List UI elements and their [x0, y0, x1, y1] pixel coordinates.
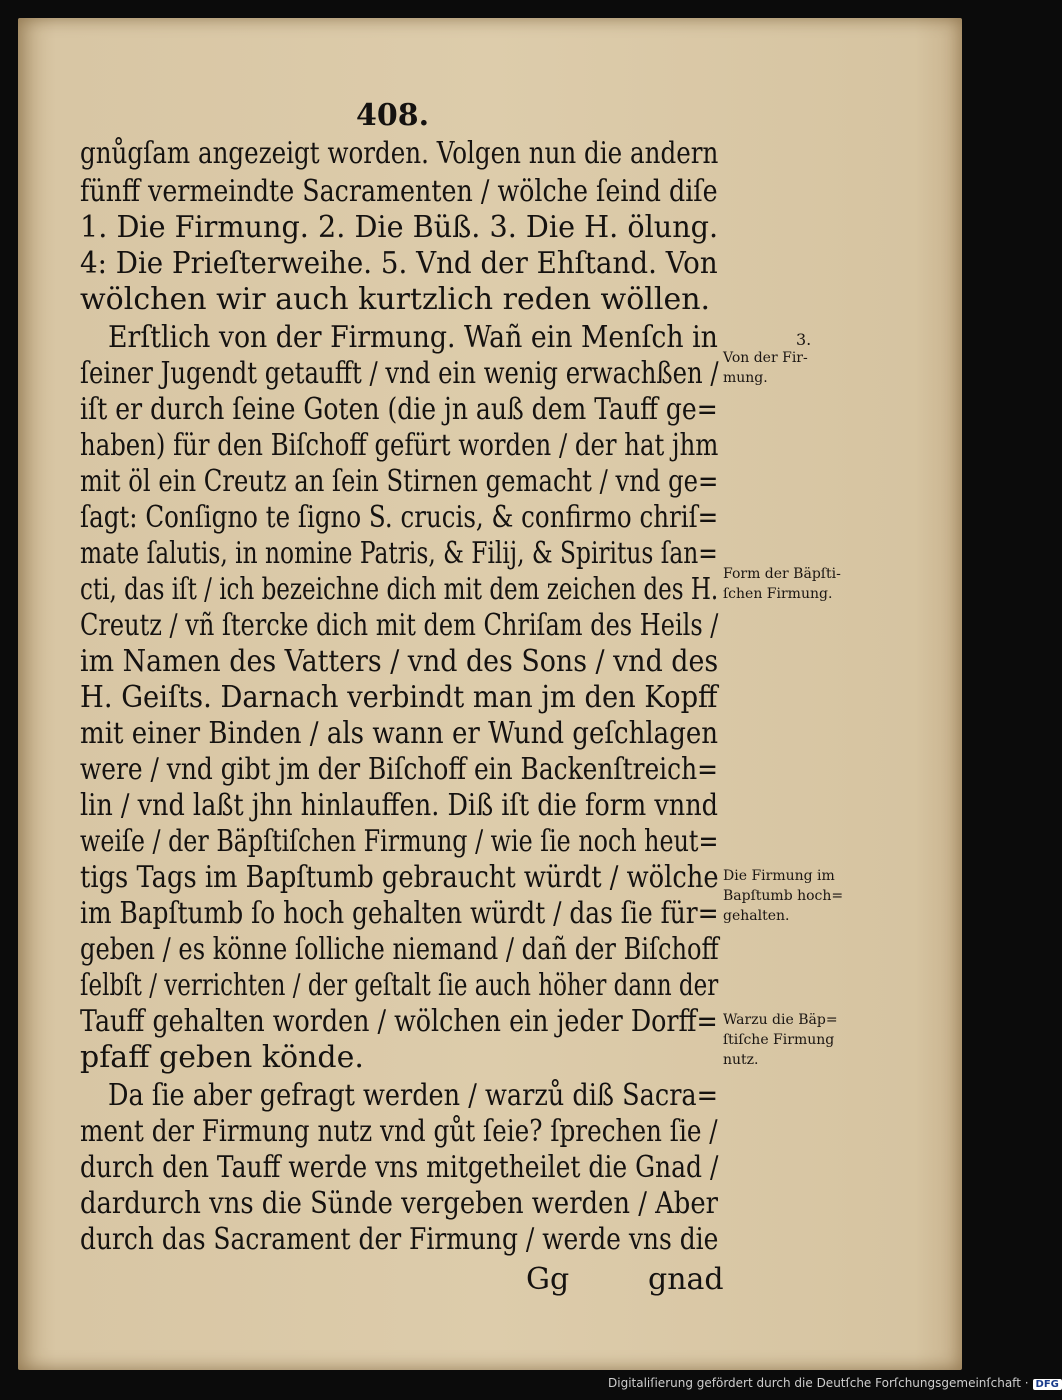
signature-mark: Gg [526, 1262, 570, 1297]
text-line: dardurch vns die Sünde vergeben werden / Aber [80, 1186, 718, 1221]
text-line: fünff vermeindte Sacramenten / wölche ſeind diſe [80, 174, 718, 209]
dfg-logo: DFG [1033, 1379, 1062, 1390]
text-line: Erſtlich von der Firmung. Wañ ein Menſch in [108, 320, 718, 355]
text-line: tigs Tags im Bapſtumb gebraucht würdt / wölche [80, 860, 719, 895]
footer-credit [608, 1376, 1062, 1390]
catchword: gnad [648, 1262, 724, 1297]
text-line: ment der Firmung nutz vnd gůt ſeie? ſprechen ſie / [80, 1114, 718, 1149]
text-line: iſt er durch ſeine Goten (die jn auß dem Tauff ge= [80, 392, 718, 427]
text-line: haben) für den Biſchoff gefürt worden / der hat jhm [80, 428, 719, 463]
margin-note: Form der Bäpſti- ſchen Firmung. [723, 566, 841, 602]
footer-text: Digitaliſierung gefördert durch die Deutſche Forſchungsgemeinſchaft · [608, 1376, 1029, 1390]
margin-number: 3. [796, 330, 812, 349]
text-line: mit öl ein Creutz an ſein Stirnen gemacht / vnd ge= [80, 464, 719, 499]
text-line: durch den Tauff werde vns mitgetheilet die Gnad / [80, 1150, 719, 1185]
text-line: mate ſalutis, in nomine Patris, & Filij, & Spiritus ſan= [80, 536, 718, 571]
text-line: Tauff gehalten worden / wölchen ein jeder Dorff= [80, 1004, 718, 1039]
text-line: were / vnd gibt jm der Biſchoff ein Backenſtreich= [80, 752, 718, 787]
text-line: cti, das iſt / ich bezeichne dich mit dem zeichen des H. [80, 572, 719, 607]
text-line: ſelbſt / verrichten / der geſtalt ſie auch höher dann der [80, 968, 719, 1003]
text-line: wölchen wir auch kurtzlich reden wöllen. [80, 282, 711, 317]
text-line: durch das Sacrament der Firmung / werde vns die [80, 1222, 719, 1257]
text-line: ſeiner Jugendt getaufft / vnd ein wenig erwachßen / [80, 356, 719, 391]
text-line: ſagt: Conſigno te ſigno S. crucis, & confirmo chriſ= [80, 500, 719, 535]
text-line: lin / vnd laßt jhn hinlauffen. Diß iſt die form vnnd [80, 788, 718, 823]
text-line: gnůgſam angezeigt worden. Volgen nun die andern [80, 136, 719, 171]
text-line: Creutz / vñ ſtercke dich mit dem Chriſam des Heils / [80, 608, 719, 643]
text-line: 4: Die Prieſterweihe. 5. Vnd der Ehſtand. Von [80, 246, 718, 281]
page-number: 408. [356, 98, 430, 133]
text-line: H. Geiſts. Darnach verbindt man jm den Kopff [80, 680, 718, 715]
text-line: pfaff geben könde. [80, 1040, 364, 1075]
margin-note: Warzu die Bäp= ſtiſche Firmung nutz. [723, 1012, 838, 1068]
margin-note: Von der Fir- mung. [723, 350, 808, 386]
text-line: im Namen des Vatters / vnd des Sons / vnd des [80, 644, 719, 679]
margin-note: Die Firmung im Bapſtumb hoch= gehalten. [723, 868, 844, 924]
text-line: geben / es könne ſolliche niemand / dañ der Biſchoff [80, 932, 719, 967]
text-line: mit einer Binden / als wann er Wund geſchlagen [80, 716, 719, 751]
text-line: Da ſie aber gefragt werden / warzů diß Sacra= [108, 1078, 719, 1113]
book-page [18, 18, 962, 1370]
text-line: weiſe / der Bäpſtiſchen Firmung / wie ſie noch heut= [80, 824, 719, 859]
text-line: im Bapſtumb ſo hoch gehalten würdt / das ſie für= [80, 896, 719, 931]
text-line: 1. Die Firmung. 2. Die Büß. 3. Die H. ölung. [80, 210, 719, 245]
